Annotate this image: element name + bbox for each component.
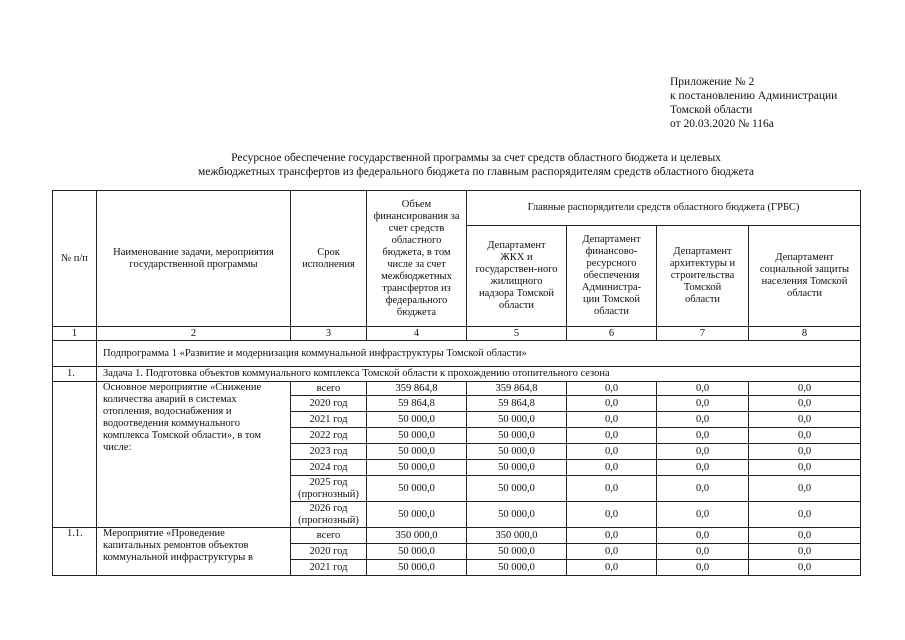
colnum: 6	[567, 327, 657, 341]
cell-term: 2022 год	[291, 428, 367, 444]
header-dep-architecture: Департамент архитектуры и строительства Томской области	[657, 226, 749, 327]
cell-value: 0,0	[657, 460, 749, 476]
title-line: межбюджетных трансфертов из федерального бюджета по главным распорядителям средств областного бюджета	[197, 166, 755, 178]
subprogram-title: Подпрограмма 1 «Развитие и модернизация коммунальной инфраструктуры Томской области»	[97, 341, 861, 367]
cell-term: 2021 год	[291, 560, 367, 576]
cell-value: 0,0	[567, 560, 657, 576]
event-name: Основное мероприятие «Снижение количества аварий в системах отопления, водоснабжения и водоотведения коммунального комплекса Томской области», в том числе:	[97, 382, 291, 528]
colnum: 5	[467, 327, 567, 341]
cell-value: 50 000,0	[367, 428, 467, 444]
cell-value: 0,0	[657, 396, 749, 412]
cell-value: 59 864,8	[467, 396, 567, 412]
task-row	[53, 367, 861, 382]
cell-value: 0,0	[567, 476, 657, 502]
cell-value: 0,0	[567, 528, 657, 544]
cell-value: 50 000,0	[467, 544, 567, 560]
cell-value: 0,0	[749, 502, 861, 528]
cell-value: 0,0	[657, 444, 749, 460]
cell-value: 350 000,0	[467, 528, 567, 544]
header-dep-finance: Департамент финансово-ресурсного обеспечения Администра-ции Томской области	[567, 226, 657, 327]
cell-value: 0,0	[657, 528, 749, 544]
appendix-line: Томской области	[670, 104, 753, 116]
cell-value: 50 000,0	[367, 476, 467, 502]
cell-value: 0,0	[749, 528, 861, 544]
cell-value: 0,0	[657, 544, 749, 560]
cell-value: 0,0	[657, 476, 749, 502]
title-line: Ресурсное обеспечение государственной программы за счет средств областного бюджета и целевых	[231, 152, 721, 164]
cell-value: 359 864,8	[467, 382, 567, 396]
event-num: 1.1.	[53, 528, 97, 576]
cell-value: 0,0	[749, 476, 861, 502]
colnum: 8	[749, 327, 861, 341]
colnum: 1	[53, 327, 97, 341]
colnum: 4	[367, 327, 467, 341]
cell-value: 50 000,0	[467, 460, 567, 476]
header-dep-social: Департамент социальной защиты населения Томской области	[749, 226, 861, 327]
event-name: Мероприятие «Проведение капитальных ремонтов объектов коммунальной инфраструктуры в	[97, 528, 291, 576]
cell-value: 50 000,0	[367, 560, 467, 576]
cell-value: 50 000,0	[367, 544, 467, 560]
cell-term: 2020 год	[291, 544, 367, 560]
cell-value: 0,0	[749, 460, 861, 476]
appendix-line: от 20.03.2020 № 116а	[670, 118, 774, 130]
cell-value: 0,0	[749, 560, 861, 576]
event-num	[53, 382, 97, 528]
cell-value: 0,0	[567, 502, 657, 528]
cell-value: 50 000,0	[467, 560, 567, 576]
cell-term: 2021 год	[291, 412, 367, 428]
cell-value: 50 000,0	[367, 412, 467, 428]
cell-value: 50 000,0	[467, 444, 567, 460]
colnum: 2	[97, 327, 291, 341]
cell-value: 50 000,0	[467, 412, 567, 428]
cell-value: 0,0	[567, 544, 657, 560]
cell-value: 0,0	[749, 428, 861, 444]
header-name: Наименование задачи, мероприятия государственной программы	[97, 191, 291, 327]
cell-value: 0,0	[567, 396, 657, 412]
table-row	[53, 528, 861, 544]
header-grbs: Главные распорядители средств областного бюджета (ГРБС)	[467, 191, 861, 226]
document-title	[52, 151, 900, 179]
cell-value: 0,0	[567, 444, 657, 460]
subprogram-row	[53, 341, 861, 367]
cell-value: 50 000,0	[367, 460, 467, 476]
cell-term: всего	[291, 382, 367, 396]
cell-value: 0,0	[749, 396, 861, 412]
header-term: Срок исполнения	[291, 191, 367, 327]
table-row	[53, 382, 861, 396]
resource-table	[52, 190, 861, 576]
header-volume: Объем финансирования за счет средств областного бюджета, в том числе за счет межбюджетных трансфертов из федерального бюджета	[367, 191, 467, 327]
cell-value: 0,0	[657, 382, 749, 396]
cell-value: 0,0	[749, 544, 861, 560]
cell-value: 50 000,0	[467, 428, 567, 444]
cell-value: 350 000,0	[367, 528, 467, 544]
cell-term: 2025 год (прогнозный)	[291, 476, 367, 502]
colnum: 7	[657, 327, 749, 341]
header-dep-zhkh: Департамент ЖКХ и государствен-ного жилищного надзора Томской области	[467, 226, 567, 327]
cell-term: 2023 год	[291, 444, 367, 460]
cell-value: 0,0	[749, 412, 861, 428]
task-title: Задача 1. Подготовка объектов коммунального комплекса Томской области к прохождению отопительного сезона	[97, 367, 861, 382]
cell-value: 0,0	[657, 560, 749, 576]
cell-value: 0,0	[567, 412, 657, 428]
header-num: № п/п	[53, 191, 97, 327]
cell-term: 2024 год	[291, 460, 367, 476]
cell-value: 59 864,8	[367, 396, 467, 412]
cell-value: 0,0	[567, 428, 657, 444]
cell-value: 50 000,0	[467, 476, 567, 502]
task-num: 1.	[53, 367, 97, 382]
cell-value: 50 000,0	[367, 502, 467, 528]
cell-value: 0,0	[749, 382, 861, 396]
cell-value: 0,0	[749, 444, 861, 460]
cell-value: 0,0	[657, 502, 749, 528]
appendix-line: к постановлению Администрации	[670, 90, 838, 102]
cell-value: 50 000,0	[367, 444, 467, 460]
appendix-block	[670, 75, 837, 131]
appendix-line: Приложение № 2	[670, 76, 755, 88]
cell-value: 0,0	[657, 412, 749, 428]
cell-value: 50 000,0	[467, 502, 567, 528]
cell-term: всего	[291, 528, 367, 544]
cell-value: 0,0	[567, 382, 657, 396]
cell-value: 0,0	[567, 460, 657, 476]
cell-value: 359 864,8	[367, 382, 467, 396]
colnum: 3	[291, 327, 367, 341]
cell-value: 0,0	[657, 428, 749, 444]
cell-term: 2026 год (прогнозный)	[291, 502, 367, 528]
column-numbers-row	[53, 327, 861, 341]
cell-term: 2020 год	[291, 396, 367, 412]
